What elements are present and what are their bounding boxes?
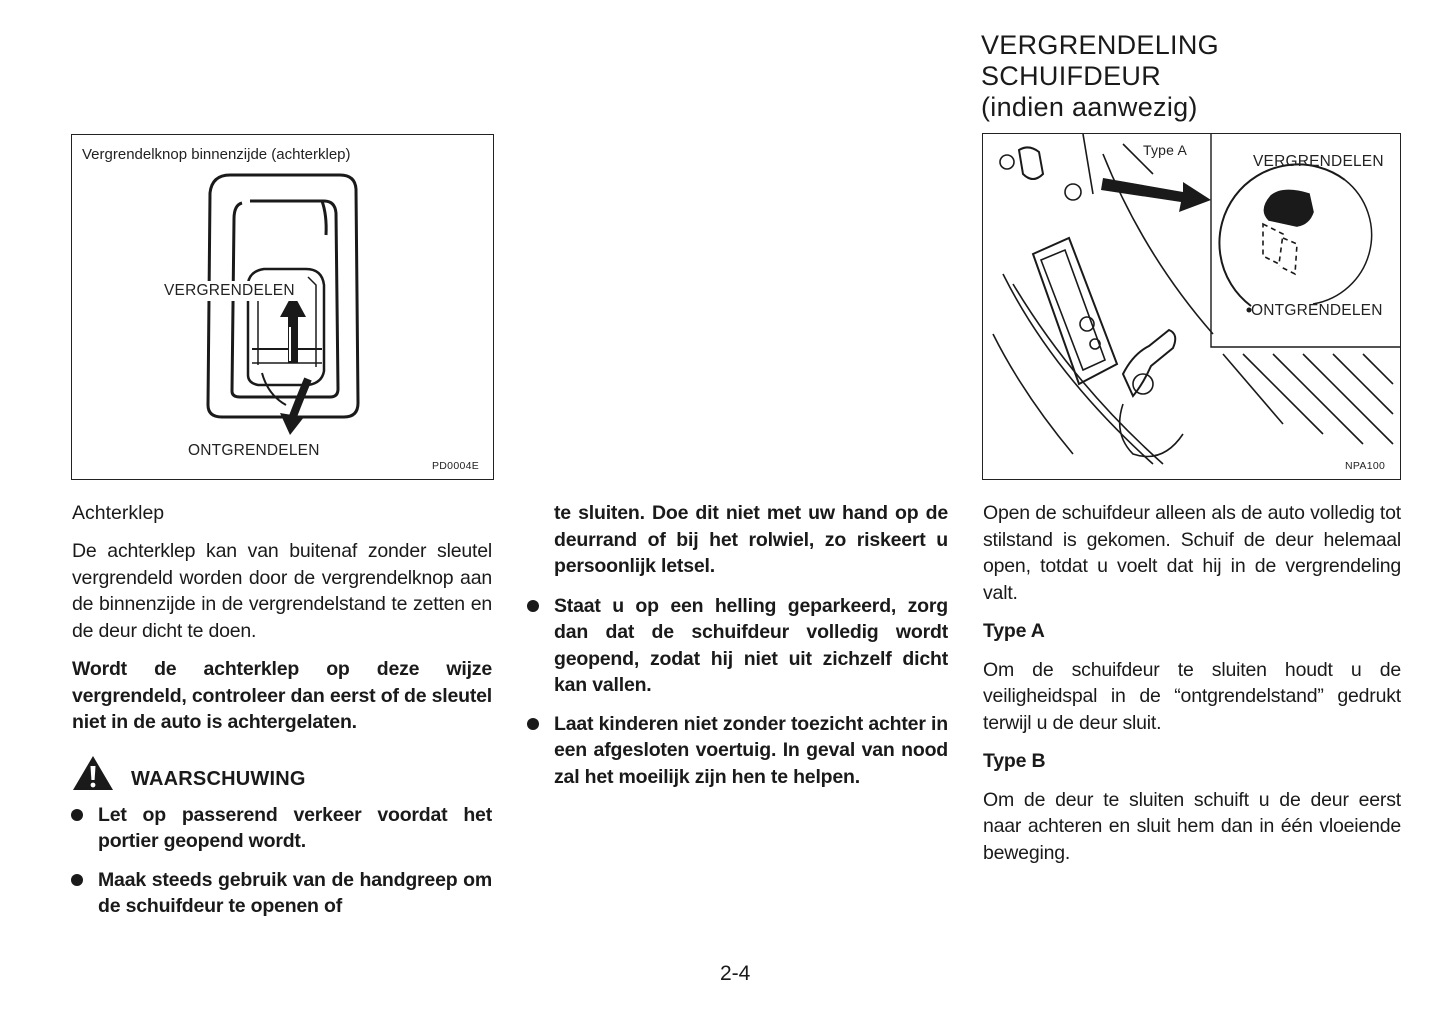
section-title	[981, 30, 1219, 123]
warning-bullet	[528, 711, 948, 791]
bullet-dot	[71, 874, 83, 886]
figure-caption: Vergrendelknop binnenzijde (achterklep)	[82, 146, 351, 163]
title-line-2: SCHUIFDEUR	[981, 61, 1162, 91]
figure-sliding-door-lock	[982, 133, 1401, 480]
label-unlock: ONTGRENDELEN	[1251, 302, 1383, 319]
warning-bullet	[72, 802, 492, 855]
label-type-a: Type A	[1143, 142, 1188, 158]
column-left	[72, 500, 492, 932]
warning-icon	[72, 754, 114, 792]
heading-type-a: Type A	[983, 620, 1045, 642]
paragraph-type-b: Om de deur te sluiten schuift u de deur eerst naar achteren en sluit hem dan in één vloeiende beweging.	[983, 788, 1401, 864]
figure-code: PD0004E	[432, 460, 480, 472]
title-line-3: (indien aanwezig)	[981, 92, 1198, 122]
bullet-text: Laat kinderen niet zonder toezicht achter in een afgesloten voertuig. In geval van nood zal het moeilijk zijn hen te helpen.	[554, 712, 948, 788]
warning-header	[72, 754, 492, 792]
subheading-tailgate: Achterklep	[72, 502, 165, 524]
warning-bullet	[528, 593, 948, 699]
bullet-dot	[527, 600, 539, 612]
figure-tailgate-lock	[71, 134, 494, 480]
warning-bullet-continued	[528, 500, 948, 580]
warning-title: WAARSCHUWING	[131, 768, 306, 790]
figure-code: NPA100	[1345, 460, 1386, 472]
heading-type-b: Type B	[983, 750, 1046, 772]
warning-bullet	[72, 867, 492, 920]
bullet-text: te sluiten. Doe dit niet met uw hand op de deurrand of bij het rolwiel, zo riskeert u persoonlijk letsel.	[554, 502, 948, 577]
bullet-text: Staat u op een helling geparkeerd, zorg dan dat de schuifdeur volledig wordt geopend, zodat hij niet uit zichzelf dicht kan vallen.	[554, 594, 948, 696]
label-lock: VERGRENDELEN	[164, 282, 295, 299]
page-number: 2-4	[720, 962, 751, 985]
tailgate-lock-illustration	[72, 135, 493, 479]
bullet-dot	[527, 718, 539, 730]
column-right	[983, 500, 1401, 866]
bullet-text: Let op passerend verkeer voordat het portier geopend wordt.	[98, 803, 492, 852]
bullet-text: Maak steeds gebruik van de handgreep om de schuifdeur te openen of	[98, 868, 492, 917]
column-middle	[528, 500, 948, 802]
paragraph-type-a: Om de schuifdeur te sluiten houdt u de veiligheidspal in de “ontgrendelstand” gedrukt terwijl u de deur sluit.	[983, 658, 1401, 734]
bullet-dot	[71, 809, 83, 821]
label-lock: VERGRENDELEN	[1253, 153, 1384, 170]
paragraph-tailgate: De achterklep kan van buitenaf zonder sleutel vergrendeld worden door de vergrendelknop aan de binnenzijde in de vergrendelstand te zetten en de deur dicht te doen.	[72, 540, 492, 642]
paragraph-open-door: Open de schuifdeur alleen als de auto volledig tot stilstand is gekomen. Schuif de deur helemaal open, totdat u voelt dat hij in de vergrendeling valt.	[983, 502, 1401, 604]
title-line-1: VERGRENDELING	[981, 30, 1219, 60]
paragraph-key-check: Wordt de achterklep op deze wijze vergrendeld, controleer dan eerst of de sleutel niet in de auto is achtergelaten.	[72, 658, 492, 733]
label-unlock: ONTGRENDELEN	[188, 442, 320, 459]
